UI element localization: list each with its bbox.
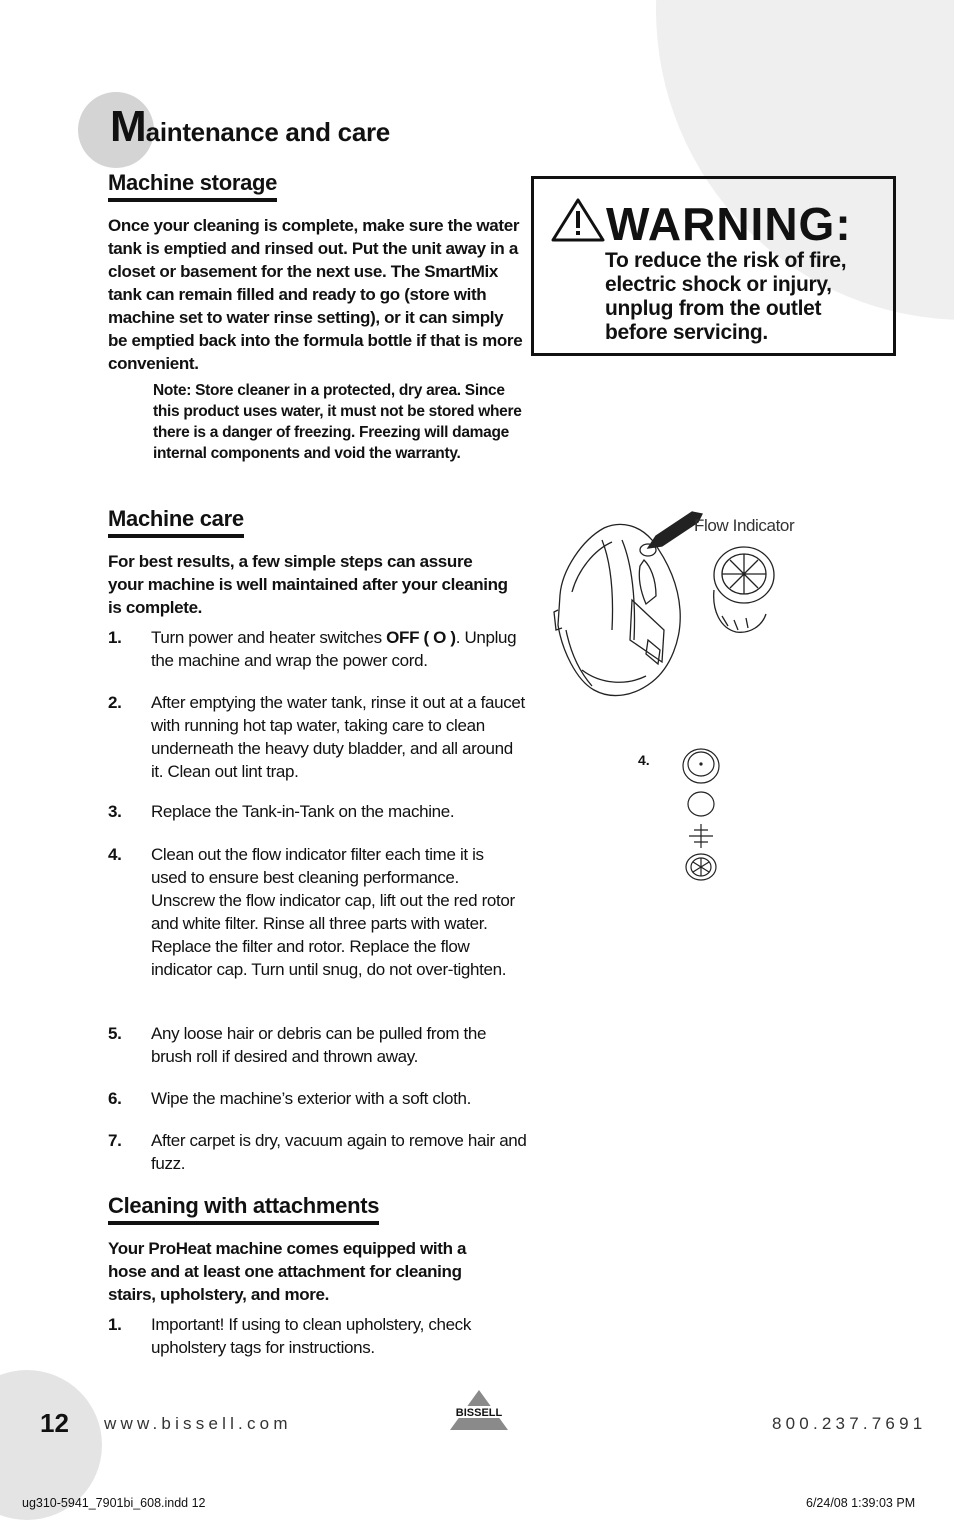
flow-indicator-parts-illustration [676,744,726,884]
step-text: Wipe the machine’s exterior with a soft cloth. [151,1089,471,1108]
attachments-intro: Your ProHeat machine comes equipped with a hose and at least one attachment for cleaning stairs, upholstery, and more. [108,1239,467,1304]
step-number: 2. [108,693,122,712]
step-number: 4. [108,845,122,864]
page-number: 12 [40,1408,69,1438]
storage-note: Note: Store cleaner in a protected, dry area. Since this product uses water, it must not be stored where there is a danger of freezing. Freezing will damage internal components and void the warranty. [153,382,522,462]
phone-number: 800.237.7691 [772,1414,927,1433]
machine-storage-body: Once your cleaning is complete, make sure the water tank is emptied and rinsed out. Put the unit away in a closet or basement for the next use. The SmartMix tank can remain filled and ready to go (store with machine set to water rinse setting), or it can simply be emptied back into the formula bottle if that is more convenient. [108,216,523,373]
step-text: After carpet is dry, vacuum again to remove hair and fuzz. [151,1131,527,1173]
step-number: 6. [108,1089,122,1108]
step-text: Important! If using to clean upholstery, check upholstery tags for instructions. [151,1315,471,1357]
bissell-logo [446,1388,512,1432]
warning-triangle-icon [550,197,606,243]
care-step-4 [108,843,528,981]
machine-care-heading: Machine care [108,506,244,538]
machine-care-intro: For best results, a few simple steps can assure your machine is well maintained after your cleaning is complete. [108,552,508,617]
figure-step-4-label: 4. [638,752,650,768]
svg-text:BISSELL: BISSELL [455,1407,503,1419]
flow-indicator-label: Flow Indicator [694,516,795,535]
page-title [110,102,390,152]
step-text: Replace the Tank-in-Tank on the machine. [151,802,455,821]
care-step-7 [108,1129,528,1175]
print-slug-file: ug310-5941_7901bi_608.indd 12 [22,1496,206,1510]
warning-text: To reduce the risk of fire, electric shock or injury, unplug from the outlet before servicing. [605,249,847,344]
attachments-heading: Cleaning with attachments [108,1193,379,1225]
step-text: Any loose hair or debris can be pulled from the brush roll if desired and thrown away. [151,1024,487,1066]
title-rest: aintenance and care [145,117,390,147]
machine-storage-heading: Machine storage [108,170,277,202]
website-text: www.bissell.com [104,1414,292,1433]
title-initial: M [110,102,146,151]
step-number: 7. [108,1131,122,1150]
attachments-step-1 [108,1313,528,1359]
warning-title: WARNING: [606,198,852,250]
care-step-3 [108,800,528,823]
step-number: 1. [108,1315,122,1334]
warning-box [531,176,896,356]
print-slug-date: 6/24/08 1:39:03 PM [806,1496,916,1510]
care-step-5 [108,1022,528,1068]
step-number: 3. [108,802,122,821]
off-switch-label: OFF ( O ) [386,628,456,647]
step-text: After emptying the water tank, rinse it out at a faucet with running hot tap water, taking care to clean underneath the heavy duty bladder, and all around it. Clean out lint trap. [151,693,525,781]
care-step-2 [108,691,528,783]
step-text: Clean out the flow indicator filter each time it is used to ensure best cleaning performance. Unscrew the flow indicator cap, lift out the red rotor and white filter. Rinse all three parts with water. Replace the filter and rotor. Replace the flow indicator cap. Turn until snug, do not over-tighten. [151,845,515,979]
care-step-1 [108,626,528,672]
step-number: 5. [108,1024,122,1043]
care-step-6 [108,1087,528,1110]
step-text: Turn power and heater switches OFF ( O ). Unplug the machine and wrap the power cord. [151,628,517,670]
step-number: 1. [108,628,122,647]
